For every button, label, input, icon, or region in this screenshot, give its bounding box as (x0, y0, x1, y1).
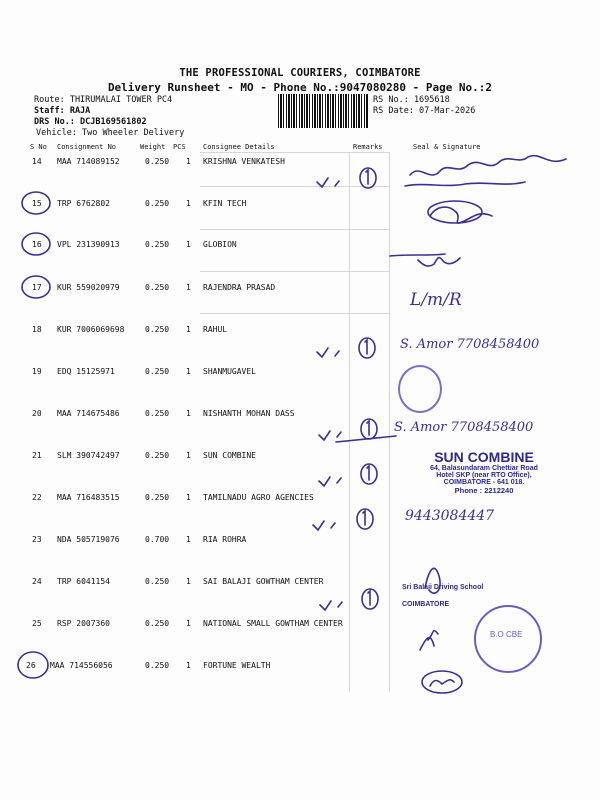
row-consignee: GLOBION (203, 240, 237, 249)
row-consignee: SAI BALAJI GOWTHAM CENTER (203, 577, 324, 586)
stamp-line: 64, Balasundaram Chettiar Road (430, 465, 538, 472)
row-weight: 0.250 (145, 325, 170, 334)
signature (422, 671, 462, 693)
row-pcs: 1 (186, 535, 191, 544)
row-pcs: 1 (186, 157, 191, 166)
stamp-line: Sri Balaji Driving School (402, 584, 484, 591)
row-consignee: RIA ROHRA (203, 535, 247, 544)
row-weight: 0.700 (145, 535, 170, 544)
rs-date-text: RS Date: 07-Mar-2026 (373, 106, 476, 116)
row-pcs: 1 (186, 661, 191, 670)
row-pcs: 1 (186, 619, 191, 628)
rs-no-text: RS No.: 1695618 (373, 95, 450, 105)
row-pcs: 1 (186, 451, 191, 460)
row-consignee: NISHANTH MOHAN DASS (203, 409, 295, 418)
stamp-line: COIMBATORE - 641 018. (443, 479, 525, 486)
row-sno: 16 (32, 240, 42, 249)
stamp-name: SUN COMBINE (434, 449, 534, 465)
handwritten-signature-17: L/m/R (410, 290, 462, 310)
row-weight: 0.250 (145, 661, 170, 670)
row-weight: 0.250 (145, 367, 170, 376)
row-weight: 0.250 (145, 157, 170, 166)
signature (390, 254, 460, 266)
sun-combine-stamp (398, 449, 570, 495)
signature (430, 680, 454, 686)
row-sno: 24 (32, 577, 42, 586)
signature (405, 182, 525, 186)
row-pcs: 1 (186, 199, 191, 208)
row-consignee: SHANMUGAVEL (203, 367, 256, 376)
circle-mark-26 (18, 652, 48, 678)
row-consignment: TRP 6762802 (57, 199, 110, 208)
row-weight: 0.250 (145, 240, 170, 249)
tick-mark (317, 348, 339, 357)
tick-mark (319, 477, 341, 486)
row-consignee: NATIONAL SMALL GOWTHAM CENTER (203, 619, 343, 628)
row-consignee: KRISHNA VENKATESH (203, 157, 285, 166)
handwritten-phone-22: 9443084447 (405, 508, 495, 524)
row-pcs: 1 (186, 493, 191, 502)
circle-mark-17 (22, 276, 50, 298)
row-consignment: NDA 505719076 (57, 535, 120, 544)
row-consignee: TAMILNADU AGRO AGENCIES (203, 493, 314, 502)
row-consignment: KUR 559020979 (57, 283, 120, 292)
row-weight: 0.250 (145, 451, 170, 460)
route-text: Route: THIRUMALAI TOWER PC4 (34, 95, 173, 105)
row-consignment: MAA 716483515 (57, 493, 120, 502)
runsheet-subtitle: Delivery Runsheet - MO - Phone No.:9047080280 - Page No.:2 (107, 81, 493, 94)
tick-mark (317, 178, 339, 187)
row-sno: 23 (32, 535, 42, 544)
row-consignee: FORTUNE WEALTH (203, 661, 271, 670)
row-consignment: KUR 7006069698 (57, 325, 125, 334)
signature (410, 156, 566, 175)
signature (336, 436, 396, 442)
row-weight: 0.250 (145, 619, 170, 628)
handwritten-phone-18: S. Amor 7708458400 (400, 337, 540, 352)
row-consignment: SLM 390742497 (57, 451, 120, 460)
stamp-line: COIMBATORE (402, 601, 450, 608)
col-header-seal: Seal & Signature (413, 143, 481, 151)
row-weight: 0.250 (145, 199, 170, 208)
round-seal (474, 605, 542, 673)
row-weight: 0.250 (145, 577, 170, 586)
tick-mark (319, 431, 341, 440)
row-consignment: EDQ 15125971 (57, 367, 115, 376)
tick-mark (313, 521, 335, 530)
row-pcs: 1 (186, 577, 191, 586)
row-sno: 14 (32, 157, 42, 166)
row-weight: 0.250 (145, 409, 170, 418)
stamp-line: Hotel SKP (near RTO Office), (436, 472, 532, 479)
row-sno: 21 (32, 451, 42, 460)
row-sno: 22 (32, 493, 42, 502)
row-pcs: 1 (186, 325, 191, 334)
balaji-stamp (402, 584, 483, 608)
row-pcs: 1 (186, 240, 191, 249)
company-title: THE PROFESSIONAL COURIERS, COIMBATORE (179, 67, 421, 79)
row-pcs: 1 (186, 283, 191, 292)
row-consignment: VPL 231390913 (57, 240, 120, 249)
row-sno: 18 (32, 325, 42, 334)
col-header-sno: S No (30, 143, 47, 151)
row-weight: 0.250 (145, 283, 170, 292)
tick-mark (320, 601, 342, 610)
row-consignee: RAHUL (203, 325, 228, 334)
circle-mark-16 (22, 233, 50, 255)
row-weight: 0.250 (145, 493, 170, 502)
staff-text: Staff: RAJA (34, 106, 91, 116)
row-consignment: MAA 714556056 (50, 661, 113, 670)
handwritten-phone-20: S. Amor 7708458400 (394, 420, 534, 435)
col-header-remarks: Remarks (353, 143, 383, 151)
round-seal-left (398, 365, 442, 413)
row-sno: 17 (32, 283, 42, 292)
row-consignment: TRP 6041154 (57, 577, 110, 586)
row-consignment: MAA 714089152 (57, 157, 120, 166)
vehicle-text: Vehicle: Two Wheeler Delivery (36, 128, 185, 138)
col-header-weight: Weight (140, 143, 166, 151)
circle-mark-15 (22, 192, 50, 214)
row-pcs: 1 (186, 409, 191, 418)
drs-text: DRS No.: DCJB169561802 (34, 117, 147, 127)
row-consignee: SUN COMBINE (203, 451, 256, 460)
row-sno: 25 (32, 619, 42, 628)
row-consignment: RSP 2007360 (57, 619, 110, 628)
row-sno: 20 (32, 409, 42, 418)
row-sno: 26 (26, 661, 36, 670)
row-consignee: RAJENDRA PRASAD (203, 283, 276, 292)
row-consignment: MAA 714675486 (57, 409, 120, 418)
row-sno: 15 (32, 199, 42, 208)
row-sno: 19 (32, 367, 42, 376)
col-header-consignee: Consignee Details (203, 143, 275, 151)
row-consignee: KFIN TECH (203, 199, 247, 208)
row-pcs: 1 (186, 367, 191, 376)
col-header-pcs: PCS (173, 143, 186, 151)
col-header-consignment: Consignment No (57, 143, 117, 151)
signature (420, 631, 438, 650)
round-seal-text: B.O CBE (490, 630, 523, 639)
stamp-line: Phone : 2212240 (454, 486, 514, 495)
